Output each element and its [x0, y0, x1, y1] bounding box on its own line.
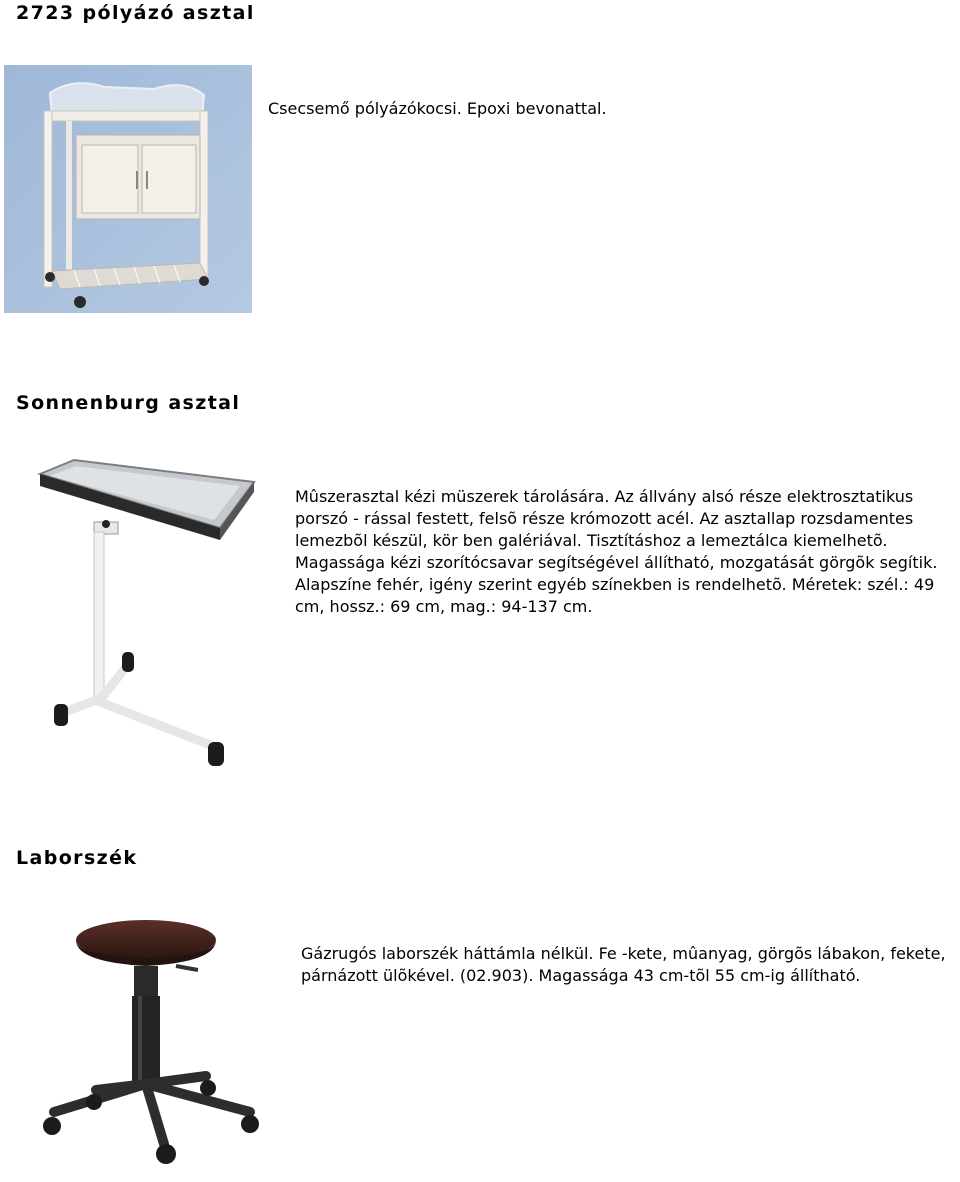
product-description-changing-cart: Csecsemő pólyázókocsi. Epoxi bevonattal.: [268, 99, 607, 118]
product-description-lab-stool: Gázrugós laborszék háttámla nélkül. Fe -kete, mûanyag, görgõs lábakon, fekete, párnázott ülõkével. (02.903). Magassága 43 cm-tõl 55 cm-ig állítható.: [301, 944, 946, 985]
product-title-sonnenburg-table: Sonnenburg asztal: [16, 392, 241, 414]
lab-stool-photo: [36, 912, 266, 1172]
product-description-sonnenburg-table: Mûszerasztal kézi müszerek tárolására. Az állvány alsó része elektrosztatikus porszó - rással festett, felsõ része krómozott acél. Az asztallap rozsdamentes lemezbõl készül, kör ben galériával. Tisztításhoz a lemeztálca kiemelhetõ. Magassága kézi szorítócsavar segítségével állítható, mozgatását görgõk segítik. Alapszíne fehér, igény szerint egyéb színekben is rendelhetõ. Méretek: szél.: 49 cm, hossz.: 69 cm, mag.: 94-137 cm.: [295, 487, 938, 616]
product-title-changing-cart: 2723 pólyázó asztal: [16, 2, 255, 24]
instrument-tray-table-photo: [30, 452, 270, 782]
baby-changing-cart-photo: [4, 65, 252, 313]
product-title-lab-stool: Laborszék: [16, 847, 138, 869]
